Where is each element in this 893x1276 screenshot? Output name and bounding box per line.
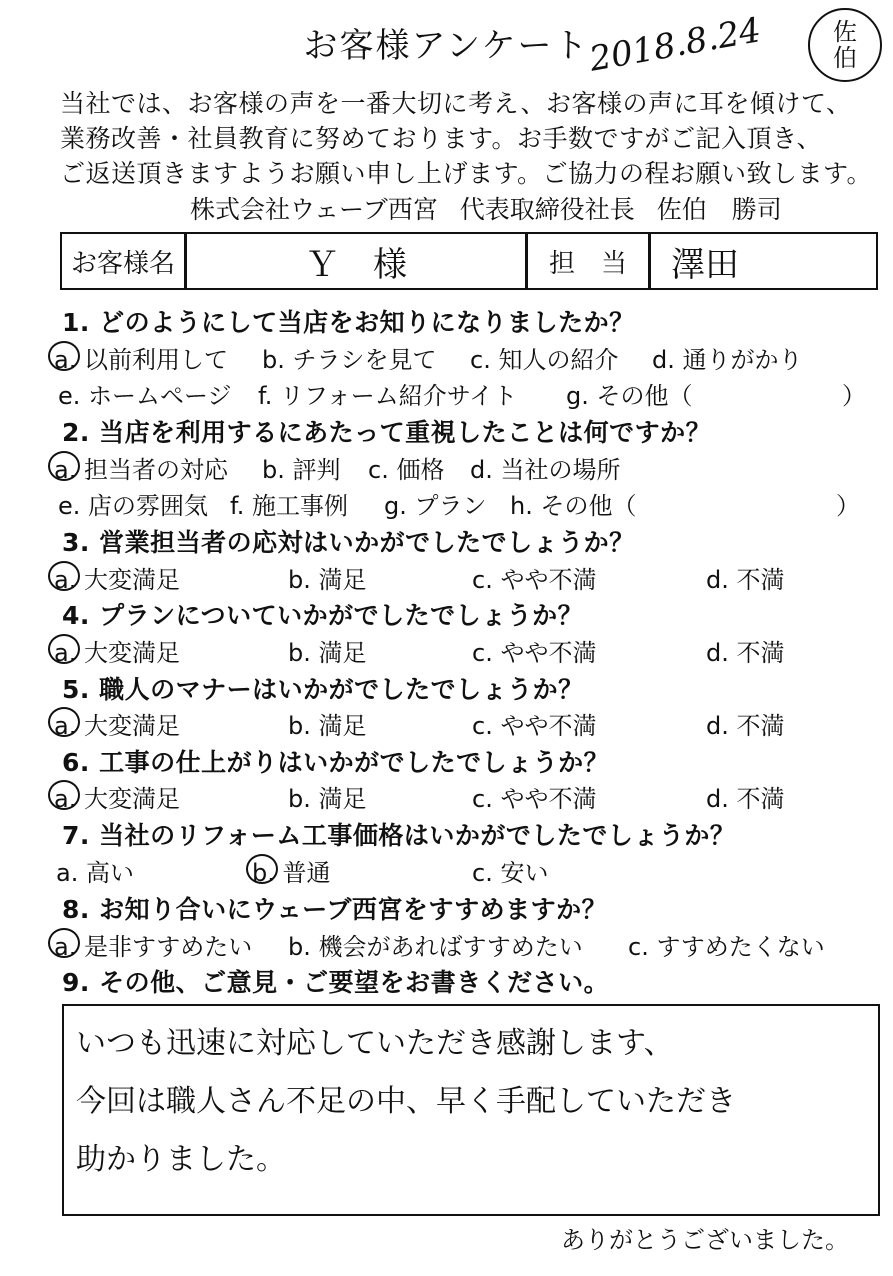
question-3: 3. 営業担当者の応対はいかがでしたでしょうか？	[62, 528, 635, 557]
q2-option-h[interactable]: h. その他（	[510, 492, 637, 520]
q1-option-f[interactable]: f. リフォーム紹介サイト	[258, 382, 518, 410]
q8-option-a[interactable]: a. 是非すすめたい	[54, 933, 253, 961]
q5-option-b[interactable]: b. 満足	[288, 712, 367, 740]
customer-name-value: Ｙ 様	[305, 244, 407, 285]
survey-title: お客様アンケート	[303, 26, 590, 66]
intro-line-2: 業務改善・社員教育に努めております。お手数ですがご記入頂き、	[60, 124, 823, 153]
representative-name: 佐伯 勝司	[656, 195, 782, 224]
question-8: 8. お知り合いにウェーブ西宮をすすめますか？	[62, 895, 608, 924]
q3-option-a[interactable]: a. 大変満足	[54, 566, 180, 594]
q1-option-g-close: ）	[842, 382, 866, 410]
seal-stamp	[808, 8, 882, 82]
q3-option-d[interactable]: d. 不満	[706, 566, 785, 594]
q3-option-c[interactable]: c. やや不満	[472, 566, 597, 594]
q2-option-b[interactable]: b. 評判	[262, 456, 341, 484]
intro-line-3: ご返送頂きますようお願い申し上げます。ご協力の程お願い致します。	[60, 159, 873, 188]
company-name: 株式会社ウェーブ西宮	[190, 195, 438, 224]
staff-label-cell	[528, 234, 648, 288]
q6-option-a[interactable]: a. 大変満足	[54, 785, 180, 813]
stamp-char-2: 伯	[833, 44, 857, 72]
q5-option-a[interactable]: a. 大変満足	[54, 712, 180, 740]
customer-name-value-cell[interactable]	[187, 234, 525, 288]
comment-line-3: 助かりました。	[76, 1142, 286, 1177]
handwritten-date: 2018.8.24	[586, 10, 764, 80]
q6-option-b[interactable]: b. 満足	[288, 785, 367, 813]
q2-option-e[interactable]: e. 店の雰囲気	[58, 492, 209, 520]
question-1: 1. どのようにして当店をお知りになりましたか？	[62, 308, 635, 337]
question-9: 9. その他、ご意見・ご要望をお書きください。	[62, 968, 610, 997]
staff-label: 担 当	[548, 248, 627, 279]
q2-option-a[interactable]: a. 担当者の対応	[54, 456, 228, 484]
question-7: 7. 当社のリフォーム工事価格はいかがでしたでしょうか？	[62, 821, 736, 850]
q3-option-b[interactable]: b. 満足	[288, 566, 367, 594]
q4-option-c[interactable]: c. やや不満	[472, 639, 597, 667]
q1-option-c[interactable]: c. 知人の紹介	[470, 346, 619, 374]
q5-option-c[interactable]: c. やや不満	[472, 712, 597, 740]
question-6: 6. 工事の仕上がりはいかがでしたでしょうか？	[62, 748, 610, 777]
comment-line-1: いつも迅速に対応していただき感謝します、	[76, 1026, 674, 1061]
question-2: 2. 当店を利用するにあたって重視したことは何ですか？	[62, 418, 712, 447]
q7-option-c[interactable]: c. 安い	[472, 859, 549, 887]
q2-option-d[interactable]: d. 当社の場所	[470, 456, 621, 484]
q1-option-a[interactable]: a. 以前利用して	[54, 346, 228, 374]
q2-option-g[interactable]: g. プラン	[384, 492, 487, 520]
company-signature	[190, 190, 804, 226]
q8-option-b[interactable]: b. 機会があればすすめたい	[288, 933, 583, 961]
q2-option-c[interactable]: c. 価格	[368, 456, 445, 484]
question-4: 4. プランについていかがでしたでしょうか？	[62, 601, 584, 630]
q2-option-h-close: ）	[836, 492, 860, 520]
q7-option-a[interactable]: a. 高い	[56, 859, 134, 887]
customer-name-label-cell	[62, 234, 184, 288]
q1-option-d[interactable]: d. 通りがかり	[652, 346, 803, 374]
staff-value-cell[interactable]	[651, 234, 875, 288]
q1-option-g[interactable]: g. その他（	[566, 382, 693, 410]
q6-option-d[interactable]: d. 不満	[706, 785, 785, 813]
question-5: 5. 職人のマナーはいかがでしたでしょうか？	[62, 675, 584, 704]
q7-option-b[interactable]: b. 普通	[252, 859, 331, 887]
stamp-char-1: 佐	[833, 18, 857, 46]
customer-info-table	[60, 232, 878, 290]
q4-option-b[interactable]: b. 満足	[288, 639, 367, 667]
q1-option-e[interactable]: e. ホームページ	[58, 382, 232, 410]
q1-option-b[interactable]: b. チラシを見て	[262, 346, 437, 374]
comment-line-2: 今回は職人さん不足の中、早く手配していただき	[76, 1084, 736, 1119]
thank-you-message: ありがとうございました。	[561, 1226, 849, 1254]
q6-option-c[interactable]: c. やや不満	[472, 785, 597, 813]
q2-option-f[interactable]: f. 施工事例	[230, 492, 348, 520]
staff-value: 澤田	[671, 244, 739, 285]
q5-option-d[interactable]: d. 不満	[706, 712, 785, 740]
customer-name-label: お客様名	[70, 248, 175, 279]
q8-option-c[interactable]: c. すすめたくない	[628, 933, 825, 961]
intro-line-1: 当社では、お客様の声を一番大切に考え、お客様の声に耳を傾けて、	[60, 89, 852, 118]
q4-option-a[interactable]: a. 大変満足	[54, 639, 180, 667]
q4-option-d[interactable]: d. 不満	[706, 639, 785, 667]
representative-title: 代表取締役社長	[459, 195, 635, 224]
